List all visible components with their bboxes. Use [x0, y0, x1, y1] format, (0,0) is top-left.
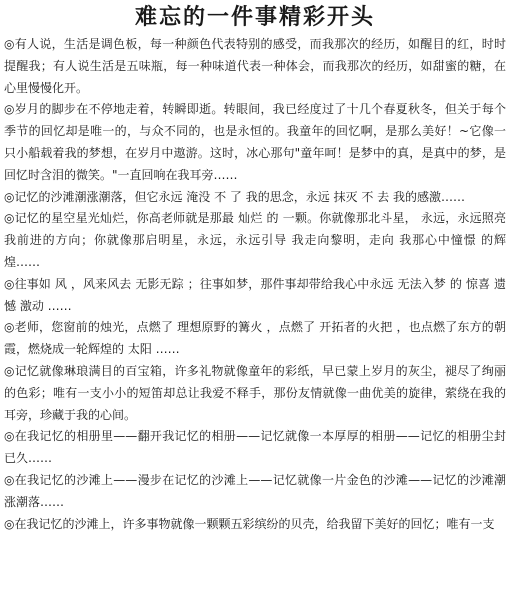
paragraph: ◎在我记忆的相册里——翻开我记忆的相册——记忆就像一本厚厚的相册——记忆的相册尘封已久…… [4, 429, 506, 466]
paragraph: ◎在我记忆的沙滩上，许多事物就像一颗颗五彩缤纷的贝壳，给我留下美好的回忆；唯有一支 [4, 516, 495, 531]
paragraph: ◎记忆的星空星光灿烂，你高老师就是那最 灿烂 的 一颗。你就像那北斗星， 永远，永远照亮 我前进的方向；你就像那启明星，永远，永远引导 我走向黎明，走向 我那心中憧憬 的辉煌…… [4, 211, 506, 269]
document-title: 难忘的一件事精彩开头 [134, 4, 375, 30]
paragraph: ◎记忆的沙滩潮涨潮落，但它永远 淹没 不 了 我的思念，永远 抹灭 不 去 我的感激…… [4, 189, 465, 204]
paragraph: ◎在我记忆的沙滩上——漫步在记忆的沙滩上——记忆就像一片金色的沙滩——记忆的沙滩潮涨潮落…… [4, 472, 506, 509]
paragraph: ◎老师，您窗前的烛光，点燃了 理想原野的篝火 ，点燃了 开拓者的火把 ，也点燃了东方的朝霞，燃烧成一轮辉煌的 太阳 …… [4, 320, 506, 357]
paragraph: ◎记忆就像琳琅满目的百宝箱，许多礼物就像童年的彩纸，早已蒙上岁月的灰尘，褪尽了绚丽的色彩；唯有一支小小的短笛却总让我爱不释手，那份友情就像一曲优美的旋律，萦绕在我的耳旁，珍藏于我的心间。 [4, 363, 506, 422]
paragraph: ◎岁月的脚步在不停地走着，转瞬即逝。转眼间，我已经度过了十几个春夏秋冬，但关于每个季节的回忆却是唯一的，与众不同的，也是永恒的。我童年的回忆啊，是那么美好！~它像一只小船载着我的梦想，在岁月中遨游。这时，冰心那句"童年呵！是梦中的真，是真中的梦，是回忆时含泪的微笑。"一直回响在我耳旁…… [4, 102, 506, 182]
paragraph: ◎往事如 风 ，风来风去 无影无踪 ；往事如梦，那件事却带给我心中永远 无法入梦 的 惊喜 遗憾 激动 …… [4, 276, 506, 313]
paragraph: ◎有人说，生活是调色板，每一种颜色代表特别的感受，而我那次的经历，如醒目的红，时时提醒我；有人说生活是五味瓶，每一种味道代表一种体会，而我那次的经历，如甜蜜的糖，在心里慢慢化开。 [4, 37, 506, 95]
